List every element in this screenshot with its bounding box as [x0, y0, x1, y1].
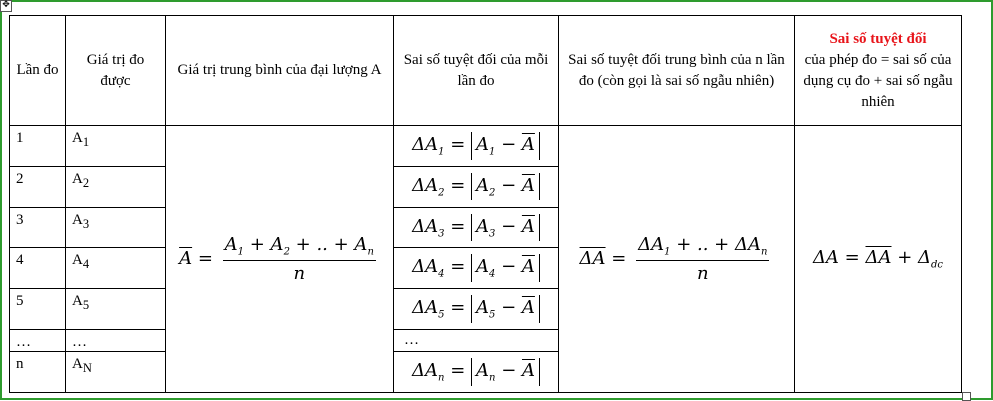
- delta-cell: $\Delta A_4 = A_4 - \overline{A}$: [394, 248, 559, 289]
- delta-cell: $\Delta A_5 = A_5 - \overline{A}$: [394, 289, 559, 330]
- header-sai-so-moi-lan: Sai số tuyệt đối của mỗi lần đo: [394, 16, 559, 126]
- total-error-formula: $\Delta A = \overline{\Delta A} + \Delta_{dc}$: [812, 247, 944, 271]
- header-red-title: Sai số tuyệt đối: [829, 30, 927, 47]
- delta-cell: $\Delta A_2 = A_2 - \overline{A}$: [394, 166, 559, 207]
- table-move-icon[interactable]: ✥: [0, 0, 12, 12]
- row-number: 5: [10, 289, 66, 330]
- row-value: $A_N$: [66, 352, 166, 393]
- row-number: 3: [10, 207, 66, 248]
- header-sai-so-trung-binh: Sai số tuyệt đối trung bình của n lần đo (còn gọi là sai số ngẫu nhiên): [559, 16, 795, 126]
- row-value: $A_3$: [66, 207, 166, 248]
- header-red-rest: của phép đo = sai số của dụng cụ đo + sai số ngẫu nhiên: [803, 51, 953, 110]
- delta-cell: $\Delta A_1 = A_1 - \overline{A}$: [394, 126, 559, 167]
- header-sai-so-tuyet-doi: [795, 16, 962, 126]
- delta-cell: $\Delta A_n = A_n - \overline{A}$: [394, 352, 559, 393]
- row-number: 4: [10, 248, 66, 289]
- row-value: $A_2$: [66, 166, 166, 207]
- row-value: $A_1$: [66, 126, 166, 167]
- delta-cell: $\Delta A_3 = A_3 - \overline{A}$: [394, 207, 559, 248]
- table-row: [10, 126, 962, 167]
- header-gia-tri-trung-binh: Giá trị trung bình của đại lượng A: [166, 16, 394, 126]
- mean-value-cell: [166, 126, 394, 393]
- row-value: …: [66, 329, 166, 351]
- row-number: 2: [10, 166, 66, 207]
- row-value: $A_4$: [66, 248, 166, 289]
- delta-cell: …: [394, 329, 559, 351]
- row-number: …: [10, 329, 66, 351]
- row-number: 1: [10, 126, 66, 167]
- header-lan-do: Lần đo: [10, 16, 66, 126]
- row-number: n: [10, 352, 66, 393]
- measurement-error-table: [9, 15, 962, 393]
- header-row: [10, 16, 962, 126]
- row-value: $A_5$: [66, 289, 166, 330]
- mean-error-formula: $\overline{\Delta A}$ = $\frac{\Delta A_1 + .. + \Delta A_n}{n}$: [579, 234, 768, 284]
- header-gia-tri-do: Giá trị đo được: [66, 16, 166, 126]
- total-error-cell: [795, 126, 962, 393]
- mean-error-cell: [559, 126, 795, 393]
- mean-formula: $\overline{A}$ = $\frac{A_1 + A_2 + .. + A_n}{n}$: [179, 234, 374, 284]
